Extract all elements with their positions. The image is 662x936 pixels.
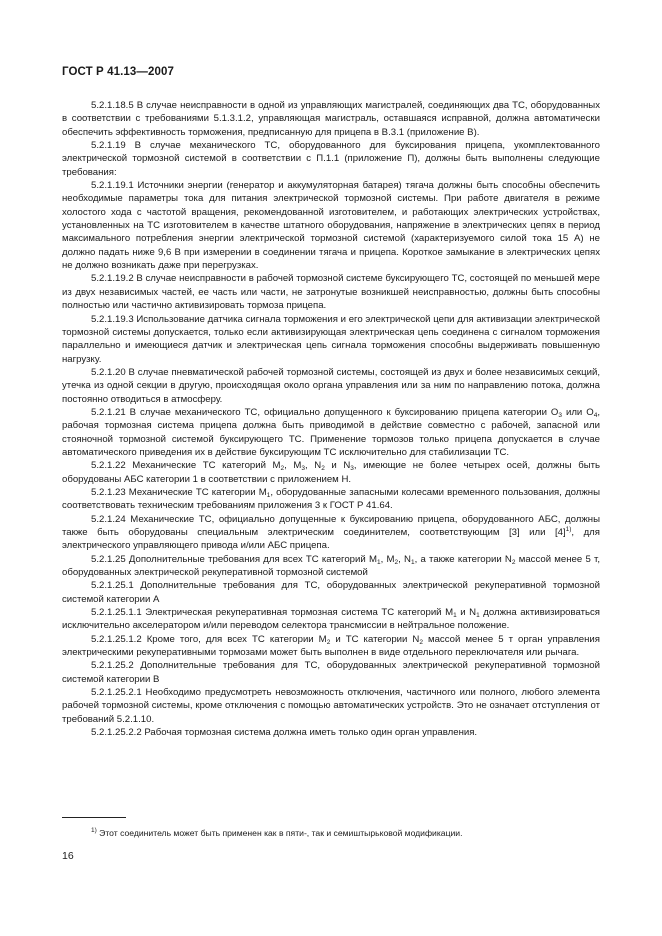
paragraph-5-2-1-25: 5.2.1.25 Дополнительные требования для всех ТС категорий $M_1$, $M_2$, $N_1$, а также категории $N_2$ массой менее 5 т, оборудованных электрической рекуперативной тормозной системой [62,553,601,579]
paragraph-5-2-1-23: 5.2.1.23 Механические ТС категории $M_1$, оборудованные запасными колесами временного пользования, должны соответствовать техническим требованиям приложения 3 к ГОСТ Р 41.64. [62,486,600,512]
document-header: ГОСТ Р 41.13—2007 [62,66,174,78]
footnote-divider [62,817,126,818]
paragraph-5-2-1-25-1: 5.2.1.25.1 Дополнительные требования для ТС, оборудованных электрической рекуперативной тормозной системой категории А [62,580,600,605]
paragraph-5-2-1-25-1-1: 5.2.1.25.1.1 Электрическая рекуперативная тормозная система ТС категорий $M_1$ и $N_1$ должна активизироваться исключительно акселератором и/или переводом селектора трансмиссии в нейтральное положение. [62,607,601,632]
page-number: 16 [62,850,74,862]
footnote [62,827,600,839]
footnote-reference: 1) [565,526,572,533]
paragraph-5-2-1-25-2: 5.2.1.25.2 Дополнительные требования для ТС, оборудованных электрической рекуперативной тормозной системой категории В [62,660,600,685]
paragraph-5-2-1-19-2: 5.2.1.19.2 В случае неисправности в рабочей тормозной системе буксирующего ТС, состоящей по меньшей мере из двух независимых частей, ее часть или части, не затронутые возникшей неисправностью, должны быть способны полностью или частично активизировать тормоза прицепа. [62,273,600,312]
paragraph-5-2-1-22: 5.2.1.22 Механические ТС категорий $M_2$, $M_3$, $N_2$ и $N_3$, имеющие не более четырех осей, должны быть оборудованы АБС категории 1 в соответствии с приложением Н. [62,460,600,485]
footnote-marker: 1) [91,827,97,834]
paragraph-5-2-1-24: 5.2.1.24 Механические ТС, официально допущенные к буксированию прицепа, оборудованного АБС, должны также быть оборудованы специальным электрическим соединителем, соответствующим [3] или $[4]^{1)}$, для электрического управляющего привода и/или АБС прицепа. [62,513,600,552]
paragraph-5-2-1-20: 5.2.1.20 В случае пневматической рабочей тормозной системы, состоящей из двух и более независимых секций, утечка из одной секции в другую, происходящая около органа управления или за ним по направлению потока, должна постоянно отводиться в атмосферу. [62,366,600,405]
paragraph-5-2-1-25-2-1: 5.2.1.25.2.1 Необходимо предусмотреть невозможность отключения, частичного или полного, любого элемента рабочей тормозной системы, кроме отключения с помощью автоматических устройств. Это не означает отступления от требований 5.2.1.10. [62,687,600,725]
paragraph-5-2-1-25-2-2: 5.2.1.25.2.2 Рабочая тормозная система должна иметь только один орган управления. [91,727,478,739]
paragraph-5-2-1-18-5: 5.2.1.18.5 В случае неисправности в одной из управляющих магистралей, соединяющих два ТС, оборудованных в соответствии с требованиями 5.1.3.1.2, управляющая магистраль, оставшаяся исправной, должна автоматически обеспечить эффективность торможения, предписанную для прицепа в В.3.1 (приложение В). [62,100,600,138]
paragraph-5-2-1-19-1: 5.2.1.19.1 Источники энергии (генератор и аккумуляторная батарея) тягача должны быть способны обеспечить необходимые параметры тока для питания электрической тормозной системы. При работе двигателя в режиме холостого хода с частотой вращения, рекомендованной изготовителем, и работающих электрических устройствах, установленных на ТС изготовителем в качестве штатного оборудования, напряжение в электрических цепях в период максимального потребления энергии электрической тормозной системой (характеризуемого силой тока 15 А) не должно падать ниже 9,6 В при измерении в соединении тягача и прицепа. Короткое замыкание в электрических цепях не должно возникать даже при перегрузках. [62,180,600,272]
paragraph-5-2-1-25-1-2: 5.2.1.25.1.2 Кроме того, для всех ТС категории $M_2$ и ТС категории $N_2$ массой менее 5 т орган управления электрическими рекуперативными тормозами может быть выполнен в виде отдельного переключателя или рычага. [62,633,600,659]
paragraph-5-2-1-19: 5.2.1.19 В случае механического ТС, оборудованного для буксирования прицепа, укомплектованного электрической тормозной системой в соответствии с П.1.1 (приложение П), должны быть выполнены следующие требования: [62,140,600,178]
paragraph-5-2-1-19-3: 5.2.1.19.3 Использование датчика сигнала торможения и его электрической цепи для активизации электрической тормозной системы допускается, только если активизирующая электрическая цепь соединена с сигналом торможения параллельно и имеющиеся датчик и электрическая цепь сигнала торможения способны выдерживать повышенную нагрузку. [62,313,600,365]
document-body [62,99,600,740]
paragraph-5-2-1-21: 5.2.1.21 В случае механического ТС, официально допущенного к буксированию прицепа категории $O_3$ или $O_4$, рабочая тормозная система прицепа должна быть приводимой в действие совместно с рабочей, запасной или стояночной тормозной системой буксирующего ТС. Применение тормозов только прицепа допускается в случае автоматического приведения их в действие буксирующим ТС исключительно для стабилизации ТС. [62,406,601,458]
footnote-text: Этот соединитель может быть применен как в пяти-, так и семиштырьковой модификации. [96,828,463,838]
